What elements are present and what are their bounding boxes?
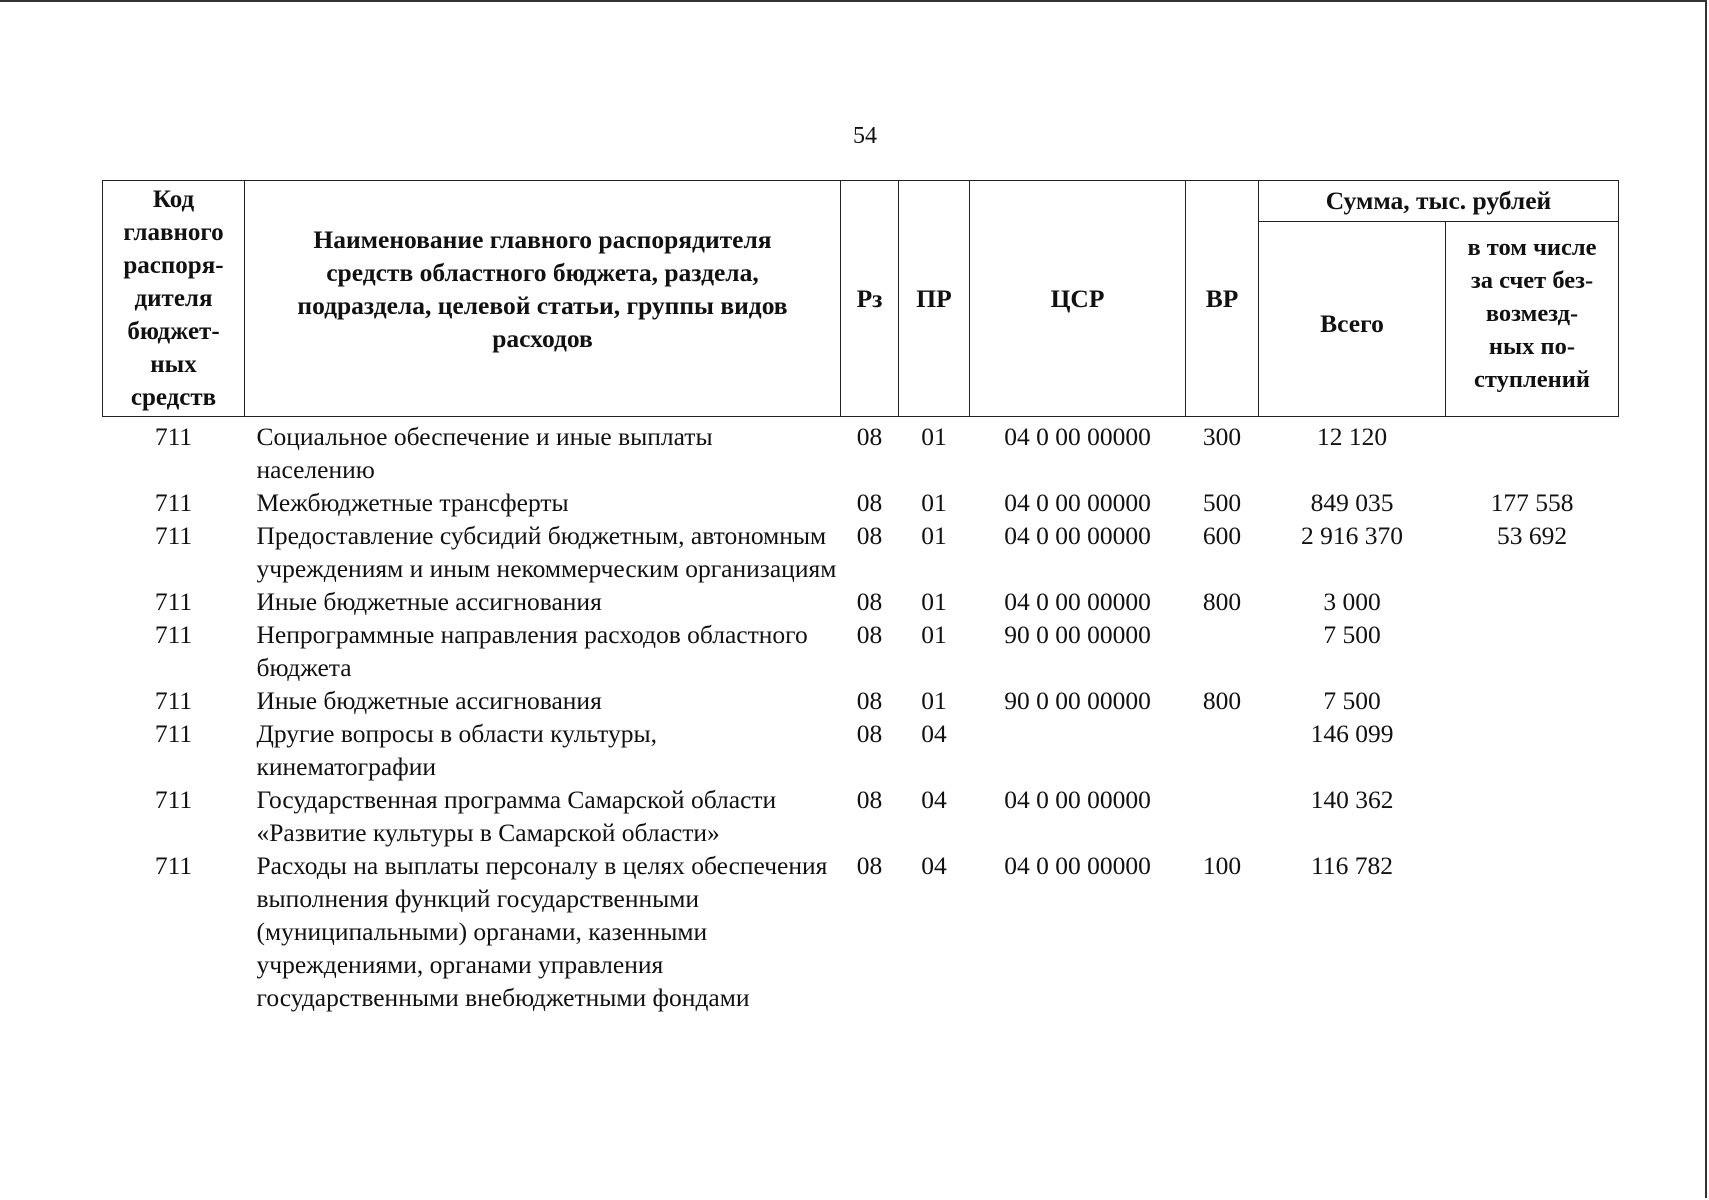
cell-code: 711: [154, 488, 193, 517]
cell-vr: [1186, 618, 1259, 684]
cell-free: [1446, 618, 1619, 684]
cell-pr: 01: [921, 587, 947, 616]
cell-rz: 08: [856, 785, 883, 814]
cell-vr: [1186, 717, 1259, 783]
cell-code: 711: [154, 851, 193, 880]
cell-csr: 04 0 00 00000: [1004, 851, 1151, 880]
cell-name: Непрограммные направления расходов областного бюджета: [256, 620, 808, 682]
cell-vr: 500: [1202, 488, 1242, 517]
cell-total: 12 120: [1316, 422, 1388, 451]
cell-name: Иные бюджетные ассигнования: [256, 686, 602, 715]
table-row: [103, 783, 1619, 849]
cell-code: 711: [154, 620, 193, 649]
table-row: [103, 585, 1619, 618]
cell-csr: 90 0 00 00000: [1004, 620, 1151, 649]
cell-total: 7 500: [1323, 686, 1381, 715]
cell-code: 711: [154, 422, 193, 451]
cell-free: [1446, 783, 1619, 849]
cell-code: 711: [154, 587, 193, 616]
cell-total: 146 099: [1310, 719, 1394, 748]
table-row: [103, 519, 1619, 585]
cell-csr: 04 0 00 00000: [1004, 785, 1151, 814]
header-free: в том числе за счет без- возмезд- ных по- ступлений: [1446, 222, 1619, 417]
cell-free: 177 558: [1490, 488, 1574, 517]
cell-total: 140 362: [1310, 785, 1394, 814]
table-row: [103, 486, 1619, 519]
cell-vr: 800: [1202, 587, 1242, 616]
cell-total: 116 782: [1311, 851, 1393, 880]
cell-code: 711: [154, 521, 193, 550]
cell-pr: 01: [921, 422, 947, 451]
cell-rz: 08: [856, 620, 883, 649]
cell-csr: [970, 717, 1186, 783]
table-body: [103, 417, 1619, 1015]
header-pr: ПР: [899, 181, 970, 417]
header-name: Наименование главного распорядителя средств областного бюджета, раздела, подраздела, целевой статьи, группы видов расходов: [245, 181, 841, 417]
header-vr: ВР: [1186, 181, 1259, 417]
cell-code: 711: [154, 686, 193, 715]
table-row: [103, 618, 1619, 684]
cell-csr: 04 0 00 00000: [1004, 488, 1151, 517]
cell-code: 711: [154, 719, 193, 748]
cell-name: Межбюджетные трансферты: [256, 488, 569, 517]
cell-free: [1446, 684, 1619, 717]
cell-rz: 08: [856, 422, 883, 451]
table-row: [103, 417, 1619, 487]
header-rz: Рз: [841, 181, 899, 417]
cell-free: [1446, 417, 1619, 487]
cell-csr: 04 0 00 00000: [1004, 422, 1151, 451]
cell-rz: 08: [856, 488, 883, 517]
cell-csr: 04 0 00 00000: [1004, 587, 1151, 616]
cell-csr: 90 0 00 00000: [1004, 686, 1151, 715]
cell-vr: 100: [1202, 851, 1242, 880]
cell-code: 711: [154, 785, 193, 814]
cell-free: [1446, 585, 1619, 618]
cell-total: 849 035: [1310, 488, 1394, 517]
cell-total: 2 916 370: [1301, 521, 1403, 550]
cell-vr: 600: [1202, 521, 1242, 550]
cell-rz: 08: [856, 686, 883, 715]
cell-pr: 04: [921, 785, 947, 814]
cell-pr: 04: [921, 719, 947, 748]
cell-name: Другие вопросы в области культуры, кинематографии: [256, 719, 657, 781]
cell-pr: 04: [921, 851, 947, 880]
cell-free: 53 692: [1496, 521, 1568, 550]
page-number: 54: [853, 123, 877, 149]
cell-name: Расходы на выплаты персоналу в целях обеспечения выполнения функций государственными (муниципальными) органами, казенными учреждениями, органами управления государственными внебюджетными фондами: [256, 851, 828, 1012]
cell-rz: 08: [856, 719, 883, 748]
cell-pr: 01: [921, 488, 947, 517]
cell-pr: 01: [921, 521, 947, 550]
cell-total: 3 000: [1323, 587, 1381, 616]
cell-total: 7 500: [1323, 620, 1381, 649]
cell-free: [1446, 849, 1619, 1014]
cell-csr: 04 0 00 00000: [1004, 521, 1151, 550]
cell-name: Социальное обеспечение и иные выплаты населению: [256, 422, 713, 484]
cell-pr: 01: [921, 620, 947, 649]
cell-rz: 08: [856, 851, 883, 880]
cell-vr: 800: [1202, 686, 1242, 715]
table-row: [103, 684, 1619, 717]
budget-table: [102, 180, 1619, 1014]
cell-pr: 01: [921, 686, 947, 715]
table-row: [103, 849, 1619, 1014]
cell-name: Государственная программа Самарской области «Развитие культуры в Самарской области»: [256, 785, 777, 847]
header-code: Код главного распоря- дителя бюджет- ных средств: [103, 181, 245, 417]
cell-vr: [1186, 783, 1259, 849]
header-csr: ЦСР: [970, 181, 1186, 417]
cell-vr: 300: [1202, 422, 1242, 451]
cell-name: Иные бюджетные ассигнования: [256, 587, 602, 616]
header-total: Всего: [1259, 222, 1446, 417]
table-header: [103, 181, 1619, 417]
cell-free: [1446, 717, 1619, 783]
cell-name: Предоставление субсидий бюджетным, автономным учреждениям и иным некоммерческим организациям: [256, 521, 837, 583]
cell-rz: 08: [856, 521, 883, 550]
table-row: [103, 717, 1619, 783]
header-sum: Сумма, тыс. рублей: [1259, 181, 1619, 222]
cell-rz: 08: [856, 587, 883, 616]
